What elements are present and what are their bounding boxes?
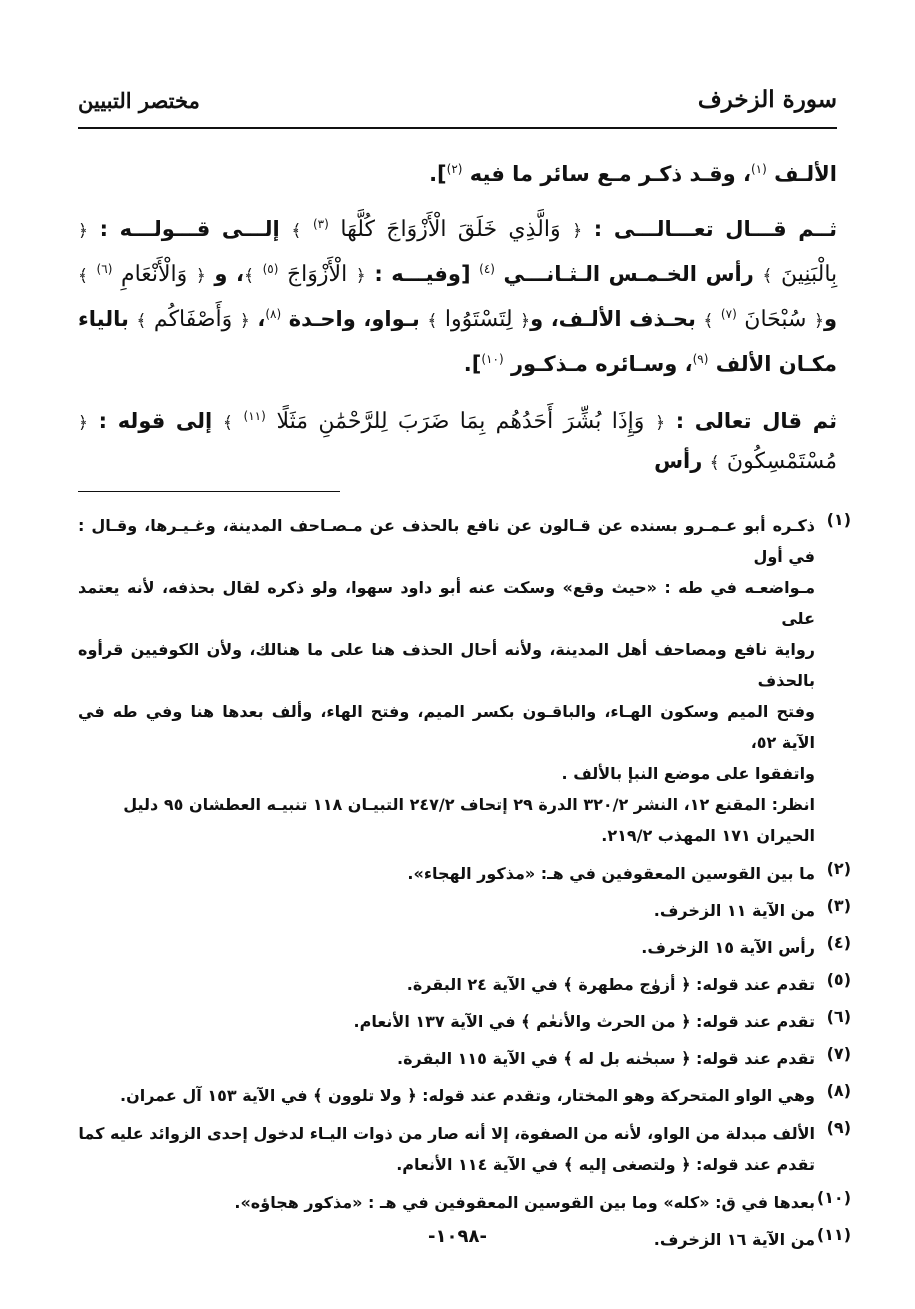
quran-bracket-open: ﴿: [239, 311, 250, 331]
footnote-number: (١٠): [816, 1188, 851, 1207]
main-text: [78, 150, 837, 482]
quran-bracket-open: ﴿: [572, 221, 583, 241]
quran-bracket-close: ﴾: [222, 413, 233, 433]
footnote-ref: (٩): [692, 352, 709, 366]
footnote-text: [78, 896, 815, 925]
quran-quote: مُسْتَمْسِكُونَ: [726, 449, 837, 474]
paragraph-2: [78, 205, 837, 383]
footnote-line: وهي الواو المتحركة وهو المختار، وتقدم عند قوله: ﴿ ولا تلوون ﴾ في الآية ١٥٣ آل عمران.: [119, 1086, 815, 1105]
footnote-text: [78, 1044, 815, 1073]
footnote-line: ذكـره أبو عـمـرو بسنده عن قـالون عن نافع بالحذف عن مـصـاحف المدينة، وغـيـرها، وقـال : في أول: [78, 516, 815, 566]
footnote-text: [78, 1118, 815, 1180]
footnote-line: انظر: المقنع ١٢، النشر ٣٢٠/٢ الدرة ٢٩ إتحاف ٢٤٧/٢ التبيـان ١١٨ تنبيـه العطشان ٩٥ دليل: [123, 795, 815, 814]
footnote-text: [78, 510, 815, 851]
footnote-number: (١): [826, 510, 851, 529]
footnote-text: [78, 933, 815, 962]
footnote-ref: (٤): [479, 262, 495, 276]
footnote-number: (٤): [826, 933, 851, 952]
footnote-line: تقدم عند قوله: ﴿ سبحٰنه بل له ﴾ في الآية ١١٥ البقرة.: [397, 1049, 815, 1068]
footnote-ref: (١١): [243, 409, 266, 423]
footnote-item: [78, 1044, 851, 1073]
footnote-ref: (٦): [96, 262, 113, 276]
footnote-line: رأس الآية ١٥ الزخرف.: [641, 938, 815, 957]
footnote-line: الألف مبدلة من الواو، لأنه من الصفوة، إلا أنه صار من ذوات اليـاء لدخول إحدى الزوائد عليه كما: [78, 1124, 815, 1143]
footnote-ref: (٥): [262, 262, 279, 276]
quran-bracket-close: ﴾: [78, 266, 88, 286]
footnote-text: [78, 1188, 815, 1217]
quran-bracket-open: ﴿: [355, 266, 366, 286]
footnote-item: [78, 933, 851, 962]
text-run: ].: [429, 162, 447, 186]
quran-bracket-close: ﴾: [427, 311, 438, 331]
footnote-line: من الآية ١١ الزخرف.: [653, 901, 815, 920]
footnote-item: [78, 970, 851, 999]
quran-quote: وَإِذَا بُشِّرَ أَحَدُهُم بِمَا ضَرَبَ لِلرَّحْمَٰنِ مَثَلًا: [276, 409, 645, 434]
text-run: ثــم قـــال تعـــالـــى :: [593, 217, 837, 241]
text-run: الألـف: [774, 162, 837, 186]
footnote-item: [78, 1081, 851, 1110]
text-run: بالياء مكـان الألف: [78, 307, 837, 376]
footnote-line: رواية نافع ومصاحف أهل المدينة، ولأنه أحال الحذف هنا على ما هنالك، ولأن الكوفيين قرأوه بالحذف: [78, 640, 815, 690]
footnote-line: ما بين القوسين المعقوفين في هـ: «مذكور الهجاء».: [407, 864, 815, 883]
footnote-item: [78, 510, 851, 851]
quran-bracket-close: ﴾: [244, 266, 254, 286]
text-run: بـواو، واحـدة: [288, 307, 420, 331]
text-run: [وفيـــه :: [374, 262, 471, 286]
footnote-line: وفتح الميم وسكون الهـاء، والباقـون بكسر الميم، وفتح الهاء، وألف بعدها هنا وفي طه في الآية ٥٢،: [78, 702, 815, 752]
footnote-ref: (١٠): [481, 352, 504, 366]
quran-bracket-open: ﴿: [195, 266, 206, 286]
quran-bracket-open: ﴿: [78, 221, 88, 241]
quran-quote: الْأَزْوَاجَ: [286, 262, 348, 287]
quran-quote: سُبْحَانَ: [744, 307, 807, 332]
footnotes: [78, 510, 851, 1262]
quran-quote: وَأَصْفَاكُم: [153, 307, 233, 332]
footnote-line: مـواضعـه في طه : «حيث وقع» وسكت عنه أبو داود سهوا، ولو ذكره لقال بحذفه، لأنه يعتمد على: [78, 578, 815, 628]
footnote-text: [78, 1081, 815, 1110]
footnote-separator: [78, 491, 340, 492]
footnote-line: تقدم عند قوله: ﴿ أزوٰج مطهرة ﴾ في الآية ٢٤ البقرة.: [406, 975, 815, 994]
text-run: ثم قال تعالى :: [675, 409, 838, 433]
footnote-line: من الآية ١٦ الزخرف.: [653, 1230, 815, 1249]
text-run: ،: [257, 307, 266, 331]
footnote-line: تقدم عند قوله: ﴿ من الحرث والأنعٰم ﴾ في الآية ١٣٧ الأنعام.: [353, 1012, 815, 1031]
footnote-number: (٧): [826, 1044, 851, 1063]
footnote-item: [78, 1188, 851, 1217]
footnote-ref: (١): [750, 162, 767, 176]
text-run: بحـذف الألـف، و: [530, 307, 696, 331]
text-run: إلى قوله :: [98, 409, 213, 433]
surah-title: سورة الزخرف: [697, 86, 837, 113]
text-run: ، وسـائره مـذكـور: [510, 352, 693, 376]
footnote-text: [78, 1007, 815, 1036]
quran-bracket-close: ﴾: [762, 266, 773, 286]
footnote-number: (٢): [826, 859, 851, 878]
footnote-text: [78, 859, 815, 888]
paragraph-1: [78, 150, 837, 193]
footnote-number: (١١): [816, 1225, 851, 1244]
quran-bracket-open: ﴿: [813, 311, 824, 331]
footnote-line: تقدم عند قوله: ﴿ ولتصغى إليه ﴾ في الآية ١١٤ الأنعام.: [396, 1155, 815, 1174]
quran-quote: لِتَسْتَوُوا: [444, 307, 513, 332]
quran-bracket-close: ﴾: [136, 311, 147, 331]
footnote-line: واتفقوا على موضع النبإ بالألف .: [561, 764, 815, 783]
footnote-ref: (٢): [446, 162, 463, 176]
footnote-number: (٣): [826, 896, 851, 915]
quran-bracket-close: ﴾: [703, 311, 714, 331]
page-number: -١٠٩٨-: [428, 1226, 487, 1247]
footnote-number: (٦): [826, 1007, 851, 1026]
quran-quote: وَالْأَنْعَامِ: [120, 262, 188, 287]
quran-quote: بِالْبَنِينَ: [780, 262, 838, 287]
footnote-item: [78, 896, 851, 925]
footnote-item: [78, 1007, 851, 1036]
text-run: ، و: [214, 262, 245, 286]
quran-bracket-open: ﴿: [78, 413, 88, 433]
quran-quote: وَالَّذِي خَلَقَ الْأَزْوَاجَ كُلَّهَا: [340, 217, 561, 242]
footnote-ref: (٧): [720, 307, 737, 321]
footnote-ref: (٨): [265, 307, 282, 321]
running-header: [78, 82, 837, 122]
footnote-number: (٩): [826, 1118, 851, 1137]
footnote-number: (٥): [826, 970, 851, 989]
footnote-line: الحيران ١٧١ المهذب ٢١٩/٢.: [601, 826, 815, 845]
header-divider: [78, 127, 837, 129]
footnote-item: [78, 1118, 851, 1180]
footnote-text: [78, 970, 815, 999]
text-run: إلـــى قـــولـــه :: [99, 217, 280, 241]
footnote-number: (٨): [826, 1081, 851, 1100]
text-run: ، وقـد ذكـر مـع سائر ما فيه: [469, 162, 751, 186]
text-run: ].: [463, 352, 482, 376]
text-run: و: [823, 307, 838, 331]
book-title: مختصر التبيين: [78, 88, 200, 113]
quran-bracket-close: ﴾: [709, 453, 720, 473]
quran-bracket-open: ﴿: [655, 413, 666, 433]
paragraph-3: [78, 397, 837, 482]
quran-bracket-close: ﴾: [291, 221, 302, 241]
text-run: رأس الخـمـس الـثـانـــي: [503, 262, 754, 286]
footnote-line: بعدها في ق: «كله» وما بين القوسين المعقوفين في هـ : «مذكور هجاؤه».: [234, 1193, 815, 1212]
footnote-ref: (٣): [312, 217, 329, 231]
text-run: رأس: [654, 449, 703, 473]
footnote-item: [78, 859, 851, 888]
quran-bracket-open: ﴿: [520, 311, 531, 331]
